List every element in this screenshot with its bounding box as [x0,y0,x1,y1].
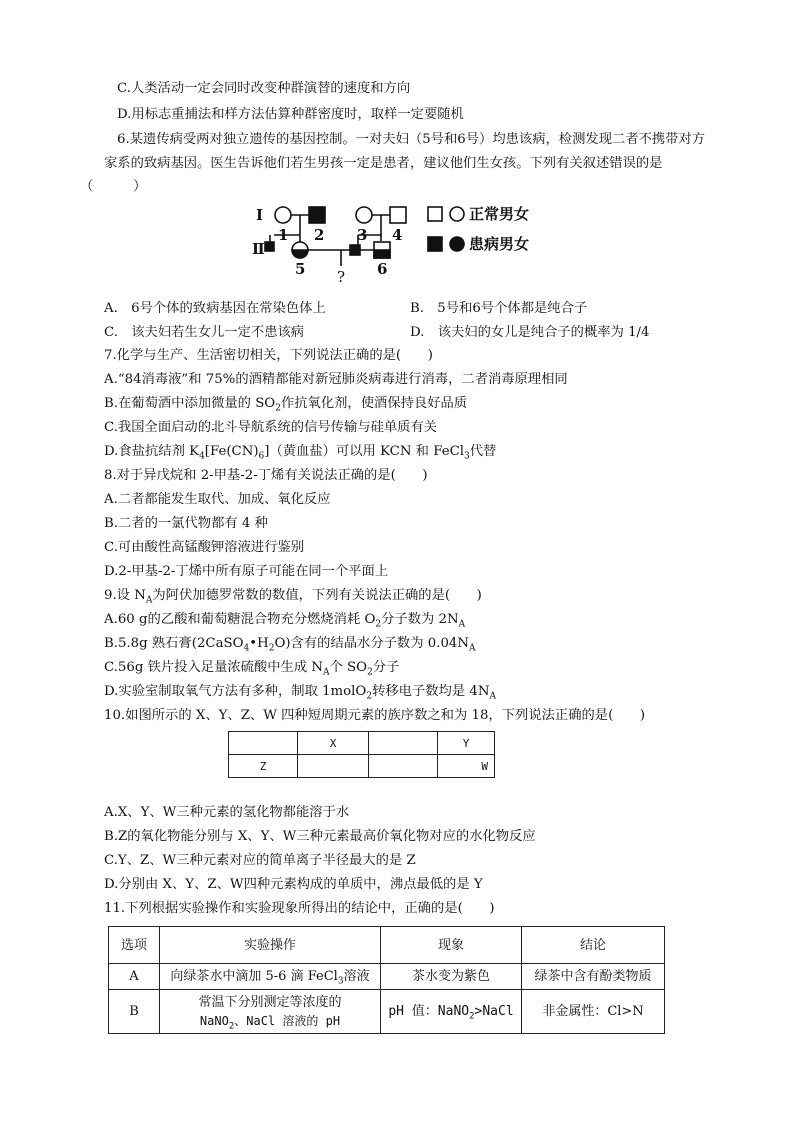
header-option: 选项 [109,927,160,964]
header-phenomenon: 现象 [381,927,522,964]
q8-option-a: A.二者都能发生取代、加成、氧化反应 [104,492,331,507]
q9-option-d: D.实验室制取氧气方法有多种，制取 1molO$_2$转移电子数均是 $4N_A$ [104,684,496,702]
element-x: X [298,732,369,755]
q7-option-a: A.“84消毒液”和 75%的酒精都能对新冠肺炎病毒进行消毒，二者消毒原理相同 [104,372,568,387]
label-5: 5 [295,260,306,278]
gen2-label: Ⅱ [252,240,265,258]
legend-normal-male-icon [428,207,442,221]
pedigree-chart [250,196,550,292]
q9-option-c: C.56g 铁片投入足量浓硫酸中生成 $N_A$个 $SO_2$分子 [104,660,400,678]
q6-answer-blank: （ ） [80,179,147,194]
q6-stem-line2: 家系的致病基因。医生告诉他们若生男孩一定是患者，建议他们生女孩。下列有关叙述错误的是 [104,156,663,171]
legend-normal-text: 正常男女 [469,205,530,223]
individual-4-normal-male [390,207,406,223]
label-unknown: ? [337,268,346,286]
row-a-operation: 向绿茶水中滴加 5-6 滴 FeCl$_3$溶液 [160,964,381,990]
element-z: Z [229,755,298,778]
label-6: 6 [377,260,388,278]
q9-stem: 9.设 $N_A$为阿伏加德罗常数的数值，下列有关说法正确的是( ) [104,588,482,606]
legend-affected-text: 患病男女 [469,235,530,253]
header-conclusion: 结论 [522,927,665,964]
element-w: W [438,755,495,778]
element-y: Y [438,732,495,755]
q8-stem: 8.对于异戊烷和 2-甲基-2-丁烯有关说法正确的是( ) [104,468,428,483]
row-b-option: B [109,990,160,1034]
q6-option-b: B. 5号和6号个体都是纯合子 [410,301,588,316]
table-row [109,964,665,990]
q11-stem: 11.下列根据实验操作和实验现象所得出的结论中，正确的是( ) [104,901,495,916]
q7-option-c: C.我国全面启动的北斗导航系统的信号传输与硅单质有关 [104,420,438,435]
q8-option-c: C.可由酸性高锰酸钾溶液进行鉴别 [104,540,305,555]
q8-option-b: B.二者的一氯代物都有 4 种 [104,516,268,531]
gen2-affected-male-left [265,242,274,251]
row-b-conclusion: 非金属性：Cl>N [522,990,665,1034]
q10-option-b: B.Z的氧化物能分别与 X、Y、W三种元素最高价氧化物对应的水化物反应 [104,829,536,844]
q10-stem: 10.如图所示的 X、Y、Z、W 四种短周期元素的族序数之和为 18，下列说法正确的是( ) [104,708,646,723]
q7-option-d: D.食盐抗结剂 $K_4[Fe(CN)_6]$（黄血盐）可以用 KCN 和 FeCl$_3$代替 [104,444,497,462]
label-2: 2 [314,226,325,244]
q8-option-d: D.2-甲基-2-丁烯中所有原子可能在同一个平面上 [104,564,389,579]
legend-affected-male-icon [428,237,442,251]
individual-1-normal-female [275,207,291,223]
legend-affected-female-icon [450,237,464,251]
individual-2-affected-male [309,207,325,223]
gen1-label: I [256,206,264,224]
individual-3-normal-female [356,207,372,223]
row-a-conclusion: 绿茶中含有酚类物质 [522,964,665,990]
q10-option-c: C.Y、Z、W三种元素对应的简单离子半径最大的是 Z [104,853,416,868]
table-row [109,990,665,1034]
q6-option-d: D. 该夫妇的女儿是纯合子的概率为 1/4 [410,325,650,340]
row-a-option: A [109,964,160,990]
row-a-phenomenon: 茶水变为紫色 [381,964,522,990]
gen2-affected-male-small [350,245,360,255]
label-1: 1 [278,226,289,244]
q5-option-c: C.人类活动一定会同时改变种群演替的速度和方向 [117,81,411,96]
row-b-phenomenon: pH 值：NaNO$_2$>NaCl [381,990,522,1034]
q7-stem: 7.化学与生产、生活密切相关，下列说法正确的是( ) [104,348,433,363]
q6-option-c: C. 该夫妇若生女儿一定不患该病 [104,325,305,340]
label-4: 4 [392,226,403,244]
q5-option-d: D.用标志重捕法和样方法估算种群密度时，取样一定要随机 [117,107,464,122]
q9-option-a: A.60 g的乙酸和葡萄糖混合物充分燃烧消耗 $O_2$分子数为 $2N_A$ [104,612,466,630]
q6-option-a: A. 6号个体的致病基因在常染色体上 [104,301,326,316]
header-operation: 实验操作 [160,927,381,964]
q6-stem-line1: 6.某遗传病受两对独立遗传的基因控制。一对夫妇（5号和6号）均患该病，检测发现二者不携带对方 [117,132,706,147]
legend-normal-female-icon [450,207,464,221]
experiment-table [108,926,665,1034]
q9-option-b: B.5.8g 熟石膏$(2CaSO_4•H_2O)$含有的结晶水分子数为 $0.04N_A$ [104,636,476,654]
q10-option-d: D.分别由 X、Y、Z、W四种元素构成的单质中，沸点最低的是 Y [104,877,483,892]
q10-option-a: A.X、Y、W三种元素的氢化物都能溶于水 [104,805,350,820]
q7-option-b: B.在葡萄酒中添加微量的 $SO_2$作抗氧化剂，使酒保持良好品质 [104,396,468,414]
row-b-operation: 常温下分别测定等浓度的 NaNO$_2$、NaCl 溶液的 pH [160,990,381,1034]
element-position-table [228,731,495,778]
label-3: 3 [357,226,368,244]
